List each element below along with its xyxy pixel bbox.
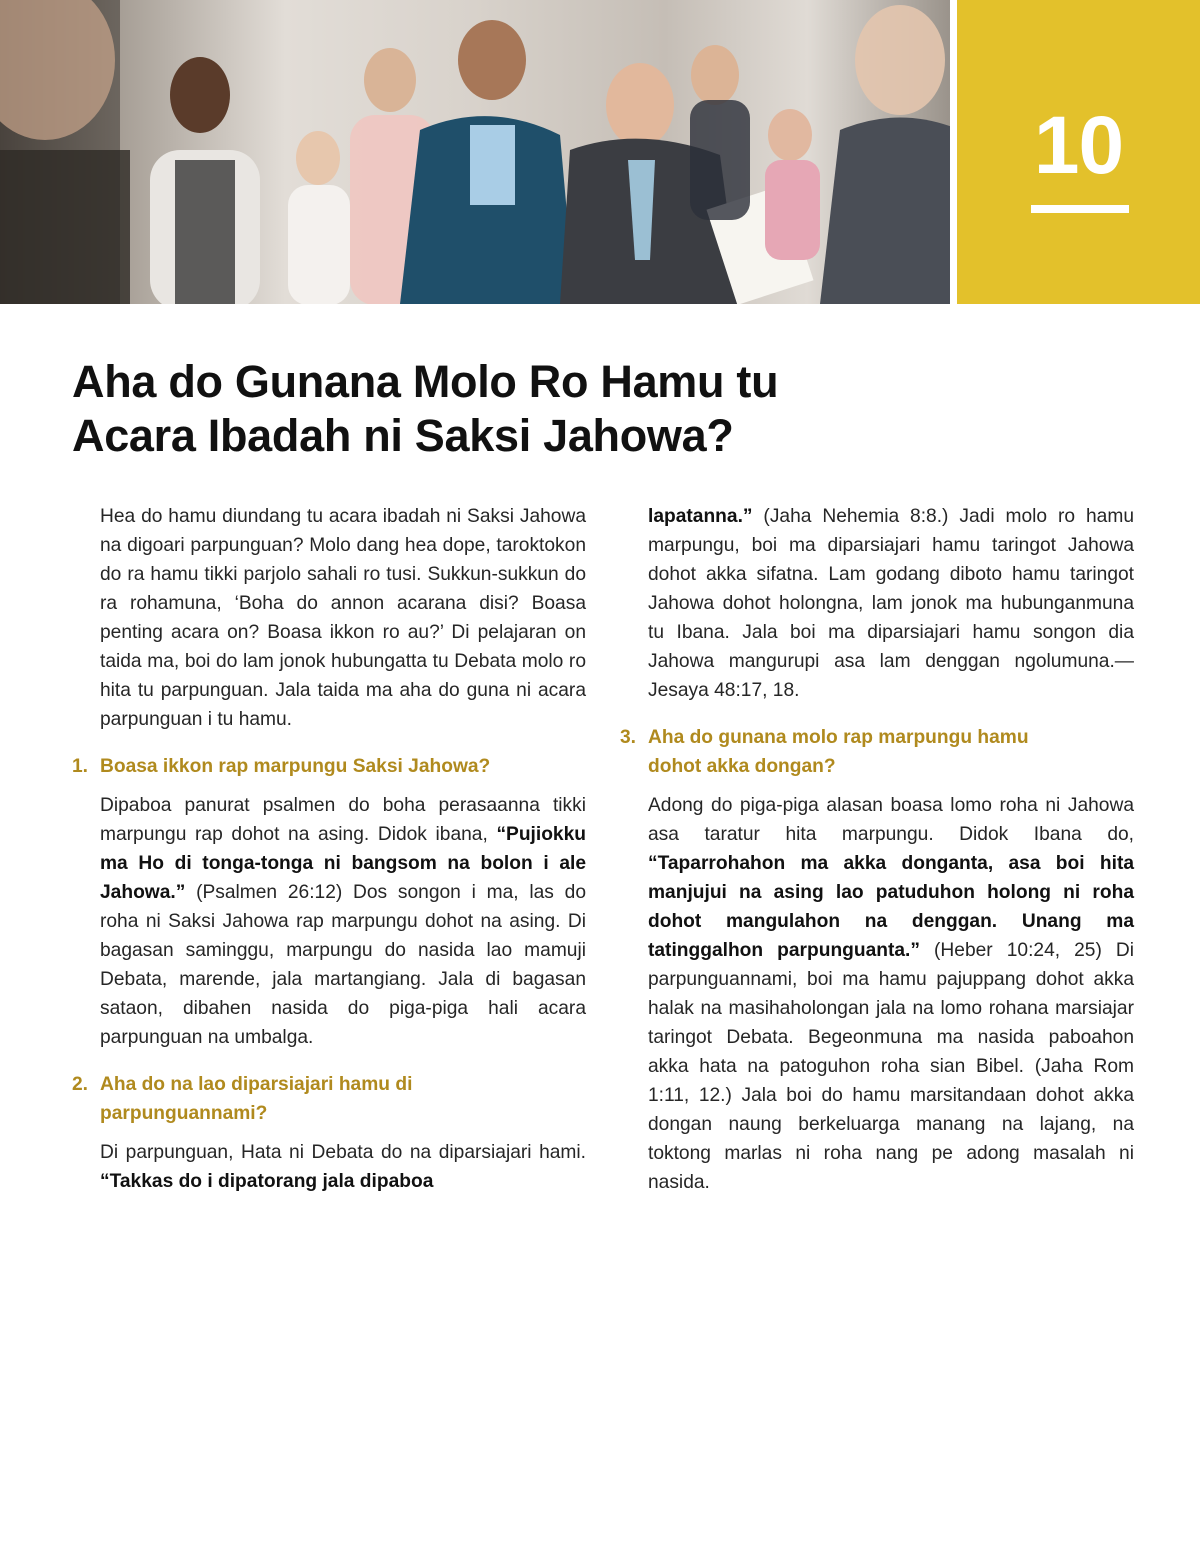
lesson-number-underline [1031, 205, 1129, 213]
question-3-number: 3. [620, 727, 637, 748]
question-2 [72, 1070, 586, 1128]
left-column [72, 502, 586, 1196]
page-title-line-1: Aha do Gunana Molo Ro Hamu tu [72, 356, 779, 407]
hero-photo [0, 0, 950, 304]
question-3-line-2: dohot akka dongan? [648, 756, 836, 777]
answer-2-paragraph-start [100, 1138, 586, 1196]
question-1-text: Boasa ikkon rap marpungu Saksi Jahowa? [100, 756, 491, 777]
question-3 [620, 723, 1134, 781]
question-2-line-1: Aha do na lao diparsiajari hamu di [100, 1074, 413, 1095]
question-1 [72, 752, 586, 781]
answer-3-scripture: “Taparrohahon ma akka donganta, asa boi hita manjujui na asing lao patuduhon holong ni roha dohot mangulahon na denggan. Unang ma tatinggalhon parpunguanta.” [648, 853, 1134, 961]
intro-paragraph: Hea do hamu diundang tu acara ibadah ni Saksi Jahowa na digoari parpunguan? Molo dang hea dope, taroktokon do ra hamu tikki parjolo sahali ro tusi. Sukkun-sukkun do ra rohamuna, ‘Boha do annon acarana disi? Boasa penting acara on? Boasa ikkon ro au?’ Di pelajaran on taida ma, boi do lam jonok hubungatta tu Debata molo ro hita tu parpunguan. Jala taida ma aha do guna ni acara parpunguan i tu hamu. [100, 506, 586, 730]
lesson-number: 10 [1033, 100, 1124, 191]
answer-2-scripture-part-2: lapatanna.” [648, 506, 753, 527]
answer-2-scripture-part-1: “Takkas do i dipatorang jala dipaboa [100, 1171, 434, 1192]
question-1-number: 1. [72, 756, 89, 777]
answer-1-scripture: “Pujiokku ma Ho di tonga-tonga ni bangsom na bolon i ale Jahowa.” [100, 824, 586, 903]
page-title-line-2: Acara Ibadah ni Saksi Jahowa? [72, 410, 734, 461]
answer-3-paragraph [648, 791, 1134, 1197]
answer-2-paragraph-continued [648, 502, 1134, 705]
question-2-line-2: parpunguannami? [100, 1103, 268, 1124]
answer-3-text-a: Adong do piga-piga alasan boasa lomo roha ni Jahowa asa taratur hita marpungu. Didok Ibana do, [648, 795, 1134, 845]
question-3-text [648, 723, 1029, 781]
question-3-line-1: Aha do gunana molo rap marpungu hamu [648, 727, 1029, 748]
page-title [72, 355, 932, 463]
right-column [620, 502, 1134, 1197]
congregation-illustration [0, 0, 950, 304]
lesson-badge [957, 0, 1200, 304]
question-2-text [100, 1070, 412, 1128]
answer-2-text-a: Di parpunguan, Hata ni Debata do na diparsiajari hami. [100, 1142, 586, 1163]
answer-1-paragraph [100, 791, 586, 1052]
answer-2-text-b: (Jaha Nehemia 8:8.) Jadi molo ro hamu marpungu, boi ma diparsiajari hamu taringot Jahowa dohot akka sifatna. Lam godang diboto hamu taringot Jahowa dohot holongna, lam jonok ma hubunganmuna tu Ibana. Jala boi ma diparsiajari hamu songon dia Jahowa mangurupi asa lam denggan ngolumuna.—Jesaya 48:17, 18. [648, 506, 1134, 701]
question-2-number: 2. [72, 1074, 89, 1095]
answer-1-text-a: Dipaboa panurat psalmen do boha perasaanna tikki marpungu rap dohot na asing. Didok ibana, [100, 795, 586, 845]
answer-1-text-b: (Psalmen 26:12) Dos songon i ma, las do roha ni Saksi Jahowa rap marpungu dohot na asing. Di bagasan saminggu, marpungu do nasida lao mamuji Debata, marende, jala martangiang. Jala di bagasan sataon, dibahen nasida do piga-piga hali acara parpunguan na umbalga. [100, 882, 586, 1048]
answer-3-text-b: (Heber 10:24, 25) Di parpunguannami, boi ma hamu pajuppang dohot akka halak na masihaholongan jala na lomo rohana marsiajar taringot Debata. Begeonmuna ma nasida paboahon akka hata na patoguhon roha sian Bibel. (Jaha Rom 1:11, 12.) Jala boi do hamu marsitandaan dohot akka dongan naung berkeluarga manang na lajang, na toktong marlas ni roha nang pe adong masalah ni nasida. [648, 940, 1135, 1193]
